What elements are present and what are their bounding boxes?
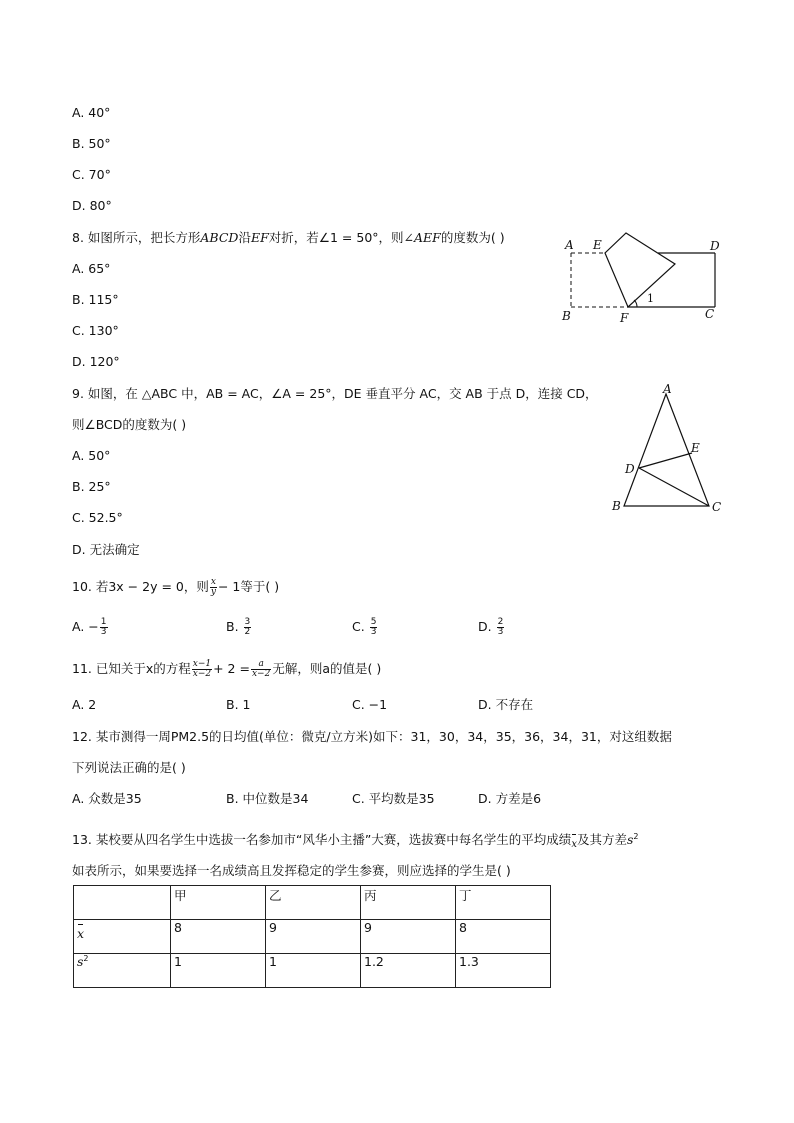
q10-option-a-num: 1 bbox=[100, 617, 107, 627]
q8-fold-line: EF bbox=[250, 230, 269, 245]
q10-option-b-num: 3 bbox=[244, 617, 251, 627]
q8-label-angle-1: 1 bbox=[647, 292, 654, 305]
q8-target-angle: ∠AEF bbox=[403, 230, 441, 245]
q10-option-a-fraction bbox=[100, 618, 108, 637]
q10-option-b bbox=[226, 618, 252, 637]
q10-option-b-den: 2 bbox=[244, 627, 251, 637]
q9-label-a: A bbox=[663, 382, 672, 396]
q9-label-c: C bbox=[712, 500, 722, 514]
q13-stem-line1-text: 13. 某校要从四名学生中选拔一名参加市“风华小主播”大赛，选拔赛中每名学生的平均成绩 bbox=[72, 832, 572, 848]
q10-option-c-prefix: C. bbox=[352, 619, 369, 634]
q9-stem-line2: 则∠BCD的度数为( ) bbox=[72, 417, 187, 432]
q8-stem-mid2: 对折，若 bbox=[268, 230, 319, 245]
table-row bbox=[74, 954, 551, 988]
variance-symbol: s bbox=[77, 954, 84, 970]
q11-stem-mid: + 2 = bbox=[213, 661, 250, 676]
q13-stem-line1b: 及其方差 bbox=[576, 832, 627, 848]
q12-stem-line2: 下列说法正确的是( ) bbox=[72, 760, 186, 775]
q10-stem bbox=[72, 578, 279, 597]
q11-fraction-2 bbox=[251, 660, 271, 679]
q8-option-b: B. 115° bbox=[72, 292, 119, 307]
q8-stem-pre: 8. 如图所示，把长方形 bbox=[72, 230, 201, 245]
q8-label-b: B bbox=[562, 309, 571, 323]
q8-condition: ∠1 = 50° bbox=[318, 230, 379, 245]
q7-option-a: A. 40° bbox=[72, 105, 111, 120]
table-header-row bbox=[74, 886, 551, 920]
table-row-label-variance bbox=[74, 954, 171, 988]
q12-stem-line1: 12. 某市测得一周PM2.5的日均值(单位：微克/立方米)如下：31，30，34，35，36，34，31，对这组数据 bbox=[72, 729, 672, 744]
q8-stem-post: 的度数为( ) bbox=[440, 230, 505, 245]
q11-stem-pre: 11. 已知关于x的方程 bbox=[72, 661, 191, 676]
q11-option-c: C. −1 bbox=[352, 697, 388, 712]
q10-option-a-prefix: A. − bbox=[72, 619, 99, 634]
q12-option-a: A. 众数是35 bbox=[72, 791, 142, 806]
q11-stem bbox=[72, 660, 381, 679]
table-row-label-mean bbox=[74, 920, 171, 954]
q10-stem-pre: 10. 若3x − 2y = 0，则 bbox=[72, 579, 209, 594]
q7-option-c: C. 70° bbox=[72, 167, 111, 182]
q10-option-d-fraction bbox=[497, 618, 505, 637]
q11-fraction-1-num: x−1 bbox=[192, 659, 212, 669]
q13-stem-line1 bbox=[72, 828, 638, 854]
q8-option-d: D. 120° bbox=[72, 354, 120, 369]
q8-stem-mid1: 沿 bbox=[238, 230, 251, 245]
q13-variance-exponent: 2 bbox=[633, 832, 639, 841]
q9-stem-line1: 9. 如图，在 △ABC 中，AB = AC，∠A = 25°，DE 垂直平分 AC，交 AB 于点 D，连接 CD， bbox=[72, 386, 598, 401]
q12-option-c: C. 平均数是35 bbox=[352, 791, 435, 806]
q11-stem-post: 无解，则a的值是( ) bbox=[272, 661, 382, 676]
q10-option-c-den: 3 bbox=[370, 627, 377, 637]
q7-option-b: B. 50° bbox=[72, 136, 111, 151]
q10-option-b-fraction bbox=[244, 618, 252, 637]
table-cell: 1 bbox=[266, 954, 361, 988]
q10-fraction bbox=[210, 578, 217, 597]
q8-label-a: A bbox=[565, 238, 574, 252]
q9-option-b: B. 25° bbox=[72, 479, 111, 494]
q11-option-a: A. 2 bbox=[72, 697, 97, 712]
table-cell: 8 bbox=[456, 920, 551, 954]
table-cell: 1.2 bbox=[361, 954, 456, 988]
table-cell: 1.3 bbox=[456, 954, 551, 988]
table-cell: 9 bbox=[266, 920, 361, 954]
q10-option-d-num: 2 bbox=[497, 617, 504, 627]
q9-option-c: C. 52.5° bbox=[72, 510, 123, 525]
q8-label-c: C bbox=[705, 307, 715, 321]
q10-stem-post: − 1等于( ) bbox=[217, 579, 280, 594]
table-header-cell: 丁 bbox=[456, 886, 551, 920]
table-header-cell: 丙 bbox=[361, 886, 456, 920]
q11-fraction-1-den: x−2 bbox=[192, 669, 212, 679]
q10-fraction-den: y bbox=[210, 587, 216, 597]
q11-option-b: B. 1 bbox=[226, 697, 251, 712]
q10-option-c-fraction bbox=[370, 618, 378, 637]
table-header-cell: 甲 bbox=[171, 886, 266, 920]
mean-symbol: x bbox=[77, 926, 85, 941]
q9-label-d: D bbox=[625, 462, 635, 476]
q10-option-a bbox=[72, 618, 109, 637]
table-header-cell: 乙 bbox=[266, 886, 361, 920]
q13-variance-symbol: s bbox=[626, 832, 634, 848]
q11-fraction-1 bbox=[192, 660, 212, 679]
q8-label-e: E bbox=[593, 238, 602, 252]
q10-option-c bbox=[352, 618, 378, 637]
q10-fraction-num: x bbox=[210, 577, 216, 587]
q10-option-c-num: 5 bbox=[370, 617, 377, 627]
q12-option-b: B. 中位数是34 bbox=[226, 791, 309, 806]
q9-label-e: E bbox=[691, 441, 700, 455]
q9-label-b: B bbox=[612, 499, 621, 513]
q10-option-d-prefix: D. bbox=[478, 619, 496, 634]
q10-option-b-prefix: B. bbox=[226, 619, 243, 634]
q13-stem-line2: 如表所示，如果要选择一名成绩高且发挥稳定的学生参赛，则应选择的学生是( ) bbox=[72, 863, 511, 878]
q7-option-d: D. 80° bbox=[72, 198, 112, 213]
q8-shape: ABCD bbox=[200, 230, 239, 245]
table-header-cell bbox=[74, 886, 171, 920]
q11-option-d: D. 不存在 bbox=[478, 697, 534, 712]
q11-fraction-2-den: x−2 bbox=[251, 669, 271, 679]
q13-mean-symbol: x bbox=[571, 836, 577, 854]
q8-option-c: C. 130° bbox=[72, 323, 119, 338]
q11-fraction-2-num: a bbox=[251, 660, 271, 670]
variance-exponent: 2 bbox=[83, 954, 89, 963]
q9-option-a: A. 50° bbox=[72, 448, 111, 463]
q9-triangle-figure bbox=[605, 380, 730, 515]
table-row bbox=[74, 920, 551, 954]
q8-label-f: F bbox=[620, 311, 629, 325]
q8-stem-mid3: ，则 bbox=[378, 230, 404, 245]
q10-option-a-den: 3 bbox=[100, 627, 107, 637]
q10-option-d-den: 3 bbox=[497, 627, 504, 637]
q8-label-d: D bbox=[710, 239, 720, 253]
table-cell: 9 bbox=[361, 920, 456, 954]
q12-option-d: D. 方差是6 bbox=[478, 791, 542, 806]
table-cell: 8 bbox=[171, 920, 266, 954]
q13-score-table bbox=[73, 885, 551, 988]
table-cell: 1 bbox=[171, 954, 266, 988]
q8-option-a: A. 65° bbox=[72, 261, 111, 276]
q8-rectangle-fold-figure bbox=[555, 228, 730, 328]
q9-option-d: D. 无法确定 bbox=[72, 542, 140, 557]
q10-option-d bbox=[478, 618, 505, 637]
q8-stem bbox=[72, 229, 505, 247]
